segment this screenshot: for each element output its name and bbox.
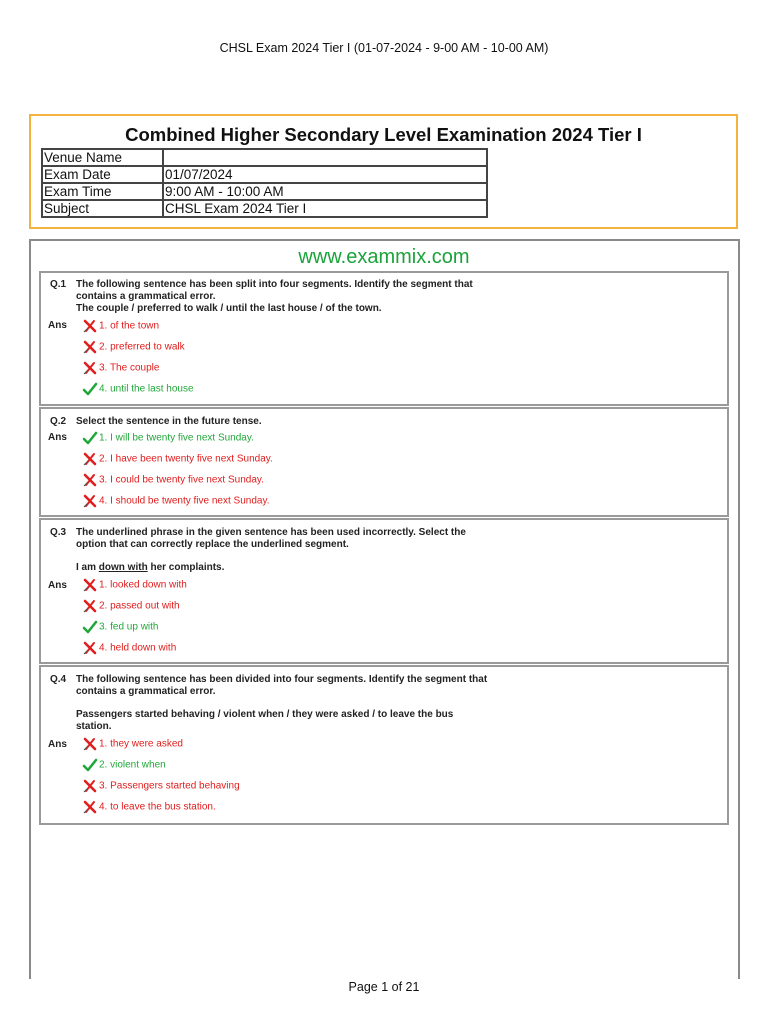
question-line: The underlined phrase in the given sentence has been used incorrectly. Select the xyxy=(76,527,466,538)
question-number: Q.3 xyxy=(50,527,67,538)
cross-icon xyxy=(82,360,98,376)
option-1 xyxy=(82,430,254,446)
cross-icon xyxy=(82,598,98,614)
page-header: CHSL Exam 2024 Tier I (01-07-2024 - 9-00 AM - 10-00 AM) xyxy=(219,41,549,55)
option-label: 1. they were asked xyxy=(99,738,183,750)
cross-icon xyxy=(82,736,98,752)
question-line: option that can correctly replace the underlined segment. xyxy=(76,539,349,550)
option-1 xyxy=(82,577,187,593)
info-key: Venue Name xyxy=(42,149,163,166)
option-3 xyxy=(82,360,159,376)
question-line: The following sentence has been divided into four segments. Identify the segment that xyxy=(76,674,488,685)
option-label: 4. until the last house xyxy=(99,383,194,395)
exam-info-box xyxy=(29,114,738,229)
sentence-after: her complaints. xyxy=(147,562,225,573)
option-label: 4. I should be twenty five next Sunday. xyxy=(99,495,270,507)
info-value xyxy=(163,149,487,166)
question-line: The couple / preferred to walk / until the last house / of the town. xyxy=(76,303,382,314)
ans-label: Ans xyxy=(48,739,67,750)
question-block-4 xyxy=(39,665,729,825)
site-link[interactable]: www.exammix.com xyxy=(298,246,470,268)
info-value: 9:00 AM - 10:00 AM xyxy=(163,183,487,200)
option-label: 3. I could be twenty five next Sunday. xyxy=(99,474,264,486)
option-2 xyxy=(82,339,185,355)
option-3 xyxy=(82,472,264,488)
option-label: 4. held down with xyxy=(99,642,177,654)
cross-icon xyxy=(82,799,98,815)
sentence-before: I am xyxy=(76,562,99,573)
option-4 xyxy=(82,640,176,656)
ans-label: Ans xyxy=(48,580,67,591)
question-text xyxy=(76,279,556,315)
option-2 xyxy=(82,757,166,773)
table-row xyxy=(42,149,487,166)
underlined-phrase: down with xyxy=(98,562,148,573)
cross-icon xyxy=(82,640,98,656)
cross-icon xyxy=(82,339,98,355)
question-block-3 xyxy=(39,518,729,664)
question-line: Passengers started behaving / violent when / they were asked / to leave the bus xyxy=(76,709,454,720)
table-row xyxy=(42,183,487,200)
cross-icon xyxy=(82,472,98,488)
check-icon xyxy=(82,381,98,397)
exam-info-table xyxy=(41,148,488,218)
cross-icon xyxy=(82,451,98,467)
option-4 xyxy=(82,381,194,397)
option-2 xyxy=(82,451,273,467)
info-value: CHSL Exam 2024 Tier I xyxy=(163,200,487,217)
option-label: 3. Passengers started behaving xyxy=(99,780,240,792)
cross-icon xyxy=(82,778,98,794)
question-text xyxy=(76,674,556,733)
option-1 xyxy=(82,736,183,752)
check-icon xyxy=(82,430,98,446)
question-text xyxy=(76,527,556,574)
table-row xyxy=(42,200,487,217)
option-2 xyxy=(82,598,180,614)
exam-title: Combined Higher Secondary Level Examination 2024 Tier I xyxy=(125,124,642,145)
option-label: 2. I have been twenty five next Sunday. xyxy=(99,453,273,465)
question-block-1 xyxy=(39,271,729,406)
question-sentence xyxy=(76,562,556,574)
option-label: 4. to leave the bus station. xyxy=(99,801,216,813)
option-label: 1. I will be twenty five next Sunday. xyxy=(99,432,254,444)
option-label: 2. passed out with xyxy=(99,600,180,612)
option-label: 1. of the town xyxy=(99,320,160,332)
info-key: Subject xyxy=(42,200,163,217)
option-label: 3. The couple xyxy=(99,362,160,374)
ans-label: Ans xyxy=(48,432,67,443)
question-number: Q.4 xyxy=(50,674,67,685)
cross-icon xyxy=(82,577,98,593)
ans-label: Ans xyxy=(48,320,67,331)
option-label: 2. preferred to walk xyxy=(99,341,185,353)
option-4 xyxy=(82,493,269,509)
question-line: Select the sentence in the future tense. xyxy=(76,416,262,427)
question-text xyxy=(76,416,556,428)
question-block-2 xyxy=(39,407,729,517)
page-footer: Page 1 of 21 xyxy=(348,980,420,994)
question-line: contains a grammatical error. xyxy=(76,686,216,697)
info-key: Exam Date xyxy=(42,166,163,183)
check-icon xyxy=(82,757,98,773)
cross-icon xyxy=(82,493,98,509)
option-label: 1. looked down with xyxy=(99,579,187,591)
option-4 xyxy=(82,799,216,815)
option-label: 3. fed up with xyxy=(99,621,159,633)
question-line: The following sentence has been split into four segments. Identify the segment that xyxy=(76,279,473,290)
cross-icon xyxy=(82,318,98,334)
option-1 xyxy=(82,318,159,334)
option-label: 2. violent when xyxy=(99,759,166,771)
info-key: Exam Time xyxy=(42,183,163,200)
check-icon xyxy=(82,619,98,635)
option-3 xyxy=(82,619,158,635)
info-value: 01/07/2024 xyxy=(163,166,487,183)
question-line: station. xyxy=(76,721,112,732)
option-3 xyxy=(82,778,240,794)
table-row xyxy=(42,166,487,183)
question-number: Q.1 xyxy=(50,279,67,290)
question-line: contains a grammatical error. xyxy=(76,291,216,302)
question-number: Q.2 xyxy=(50,416,67,427)
